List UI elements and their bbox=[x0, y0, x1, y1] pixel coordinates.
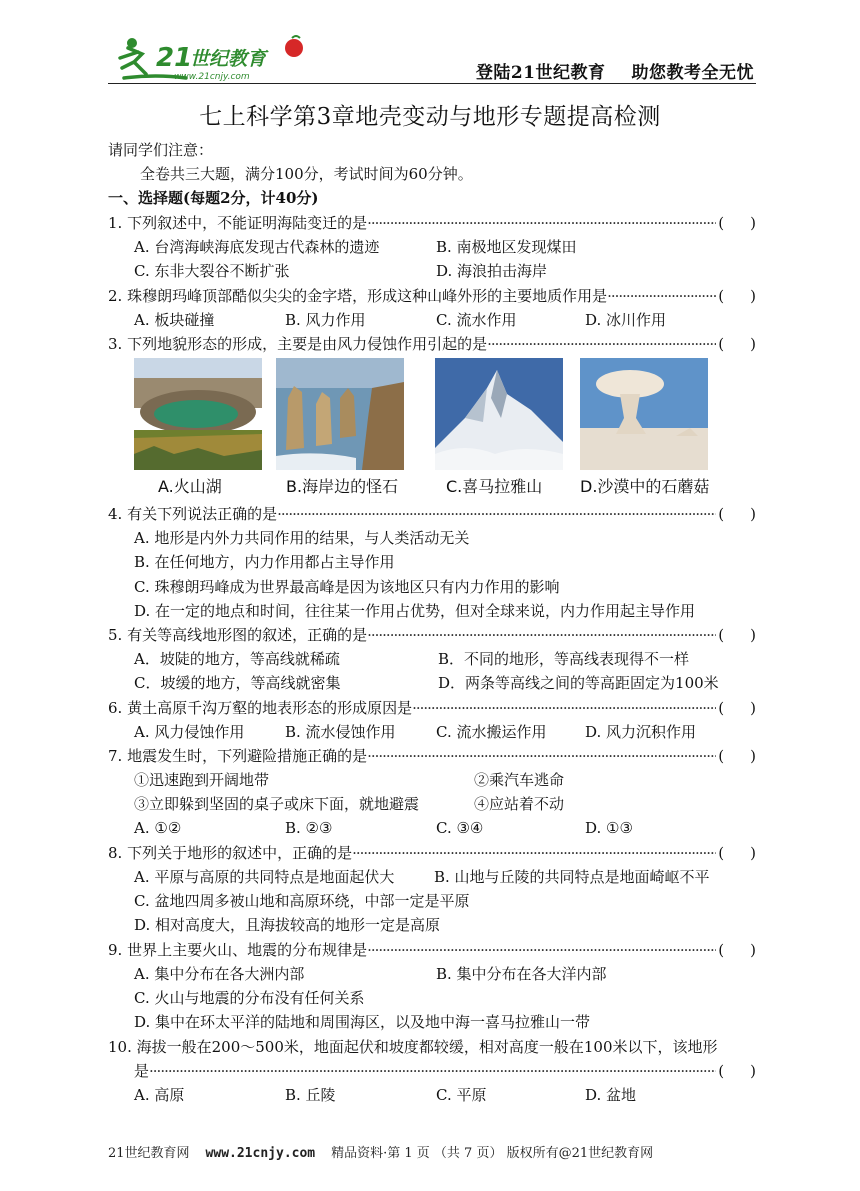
option-b: B. 风力作用 bbox=[285, 311, 366, 329]
leader-dots bbox=[367, 625, 716, 645]
option-b: B. 在任何地方，内力作用都占主导作用 bbox=[134, 553, 395, 571]
leader-dots bbox=[352, 843, 716, 863]
option-b: B. 南极地区发现煤田 bbox=[436, 238, 577, 256]
slogan-right: 助您教考全无忧 bbox=[631, 63, 754, 83]
option-c: C. 流水作用 bbox=[436, 311, 517, 329]
option-a: A. 高原 bbox=[134, 1086, 185, 1104]
svg-text:世纪教育: 世纪教育 bbox=[190, 48, 267, 70]
page-header bbox=[108, 24, 754, 82]
question-1 bbox=[108, 213, 756, 233]
option-d: D. ①③ bbox=[585, 819, 633, 837]
leader-dots bbox=[412, 698, 716, 718]
notice-body: 全卷共三大题，满分100分，考试时间为60分钟。 bbox=[140, 165, 473, 183]
option-d: D. 在一定的地点和时间，往往某一作用占优势，但对全球来说，内力作用起主导作用 bbox=[134, 602, 696, 620]
question-stem: 6. 黄土高原千沟万壑的地表形态的形成原因是 bbox=[108, 699, 413, 717]
image-caption-b: B.海岸边的怪石 bbox=[286, 477, 399, 496]
question-4 bbox=[108, 504, 756, 524]
option-d: D. 盆地 bbox=[585, 1086, 637, 1104]
option-c: C. 盆地四周多被山地和高原环绕，中部一定是平原 bbox=[134, 892, 470, 910]
himalaya-image bbox=[435, 358, 563, 470]
answer-blank[interactable]: ( ) bbox=[718, 287, 756, 305]
statement-4: ④应站着不动 bbox=[474, 795, 565, 813]
question-stem: 2. 珠穆朗玛峰顶部酷似尖尖的金字塔，形成这种山峰外形的主要地质作用是 bbox=[108, 287, 608, 305]
statement-3: ③立即躲到坚固的桌子或床下面，就地避震 bbox=[134, 795, 420, 813]
question-stem: 3. 下列地貌形态的形成，主要是由风力侵蚀作用引起的是 bbox=[108, 335, 488, 353]
question-stem-cont: 是 bbox=[134, 1062, 150, 1080]
page-title: 七上科学第3章地壳变动与地形专题提高检测 bbox=[199, 104, 661, 130]
slogan-left: 登陆21世纪教育 bbox=[475, 63, 606, 83]
site-logo bbox=[116, 34, 306, 84]
leader-dots bbox=[607, 286, 716, 306]
option-c: C. 流水搬运作用 bbox=[436, 723, 547, 741]
answer-blank[interactable]: ( ) bbox=[718, 844, 756, 862]
statement-2: ②乘汽车逃命 bbox=[474, 771, 565, 789]
option-b: B. 流水侵蚀作用 bbox=[285, 723, 396, 741]
question-3 bbox=[108, 334, 756, 354]
answer-blank[interactable]: ( ) bbox=[718, 505, 756, 523]
question-stem: 1. 下列叙述中，不能证明海陆变迁的是 bbox=[108, 214, 368, 232]
question-stem: 7. 地震发生时，下列避险措施正确的是 bbox=[108, 747, 368, 765]
question-stem: 4. 有关下列说法正确的是 bbox=[108, 505, 278, 523]
answer-blank[interactable]: ( ) bbox=[718, 941, 756, 959]
svg-text:www.21cnjy.com: www.21cnjy.com bbox=[174, 72, 250, 82]
option-a: A. ①② bbox=[134, 819, 182, 837]
section-heading: 一、选择题(每题2分，计40分) bbox=[108, 189, 319, 207]
question-9 bbox=[108, 940, 756, 960]
option-a: A. 台湾海峡海底发现古代森林的遗迹 bbox=[134, 238, 380, 256]
option-d: D．两条等高线之间的等高距固定为100米 bbox=[438, 674, 719, 692]
option-c: C．坡缓的地方，等高线就密集 bbox=[134, 674, 341, 692]
header-divider bbox=[108, 83, 756, 84]
option-b: B. 集中分布在各大洋内部 bbox=[436, 965, 607, 983]
question-stem: 8. 下列关于地形的叙述中，正确的是 bbox=[108, 844, 353, 862]
image-caption-c: C.喜马拉雅山 bbox=[446, 477, 543, 496]
image-caption-a: A.火山湖 bbox=[158, 477, 222, 496]
answer-blank[interactable]: ( ) bbox=[718, 626, 756, 644]
leader-dots bbox=[487, 334, 716, 354]
option-d: D. 集中在环太平洋的陆地和周围海区，以及地中海一喜马拉雅山一带 bbox=[134, 1013, 591, 1031]
leader-dots bbox=[367, 213, 716, 233]
option-a: A. 平原与高原的共同特点是地面起伏大 bbox=[134, 868, 395, 886]
option-c: C. 珠穆朗玛峰成为世界最高峰是因为该地区只有内力作用的影响 bbox=[134, 578, 560, 596]
option-d: D. 海浪拍击海岸 bbox=[436, 262, 548, 280]
question-8 bbox=[108, 843, 756, 863]
page-footer bbox=[108, 1142, 653, 1161]
question-6 bbox=[108, 698, 756, 718]
option-b: B. 山地与丘陵的共同特点是地面崎岖不平 bbox=[434, 868, 710, 886]
answer-blank[interactable]: ( ) bbox=[718, 214, 756, 232]
leader-dots bbox=[277, 504, 716, 524]
answer-blank[interactable]: ( ) bbox=[718, 747, 756, 765]
question-stem: 5. 有关等高线地形图的叙述，正确的是 bbox=[108, 626, 368, 644]
option-d: D. 相对高度大，且海拔较高的地形一定是高原 bbox=[134, 916, 441, 934]
option-b: B. 丘陵 bbox=[285, 1086, 336, 1104]
leader-dots bbox=[149, 1061, 716, 1081]
option-c: C. ③④ bbox=[436, 819, 484, 837]
option-c: C. 火山与地震的分布没有任何关系 bbox=[134, 989, 365, 1007]
statement-1: ①迅速跑到开阔地带 bbox=[134, 771, 270, 789]
option-b: B. ②③ bbox=[285, 819, 333, 837]
footer-site: 21世纪教育网 bbox=[108, 1146, 190, 1161]
image-caption-d: D.沙漠中的石蘑菇 bbox=[580, 477, 710, 496]
leader-dots bbox=[367, 940, 716, 960]
leader-dots bbox=[367, 746, 716, 766]
question-5 bbox=[108, 625, 756, 645]
option-a: A. 风力侵蚀作用 bbox=[134, 723, 245, 741]
option-a: A．坡陡的地方，等高线就稀疏 bbox=[134, 650, 340, 668]
option-a: A. 地形是内外力共同作用的结果，与人类活动无关 bbox=[134, 529, 470, 547]
footer-url[interactable]: www.21cnjy.com bbox=[205, 1146, 316, 1161]
answer-blank[interactable]: ( ) bbox=[718, 335, 756, 353]
option-d: D. 风力沉积作用 bbox=[585, 723, 697, 741]
question-10 bbox=[108, 1061, 756, 1081]
option-b: B．不同的地形，等高线表现得不一样 bbox=[438, 650, 690, 668]
option-c: C. 平原 bbox=[436, 1086, 487, 1104]
volcanic-lake-image bbox=[134, 358, 262, 470]
header-slogan bbox=[476, 58, 754, 83]
answer-blank[interactable]: ( ) bbox=[718, 699, 756, 717]
footer-info: 精品资料·第 1 页 （共 7 页） 版权所有@21世纪教育网 bbox=[331, 1146, 654, 1161]
stone-mushroom-image bbox=[580, 358, 708, 470]
svg-text:21: 21 bbox=[156, 43, 193, 73]
question-7 bbox=[108, 746, 756, 766]
answer-blank[interactable]: ( ) bbox=[718, 1062, 756, 1080]
question-10-stem: 10. 海拔一般在200～500米，地面起伏和坡度都较缓，相对高度一般在100米以下，该地形 bbox=[108, 1038, 718, 1056]
notice-heading: 请同学们注意： bbox=[108, 141, 214, 159]
question-stem: 9. 世界上主要火山、地震的分布规律是 bbox=[108, 941, 368, 959]
question-2 bbox=[108, 286, 756, 306]
option-a: A. 板块碰撞 bbox=[134, 311, 215, 329]
option-c: C. 东非大裂谷不断扩张 bbox=[134, 262, 290, 280]
option-d: D. 冰川作用 bbox=[585, 311, 667, 329]
option-a: A. 集中分布在各大洲内部 bbox=[134, 965, 305, 983]
sea-stacks-image bbox=[276, 358, 404, 470]
